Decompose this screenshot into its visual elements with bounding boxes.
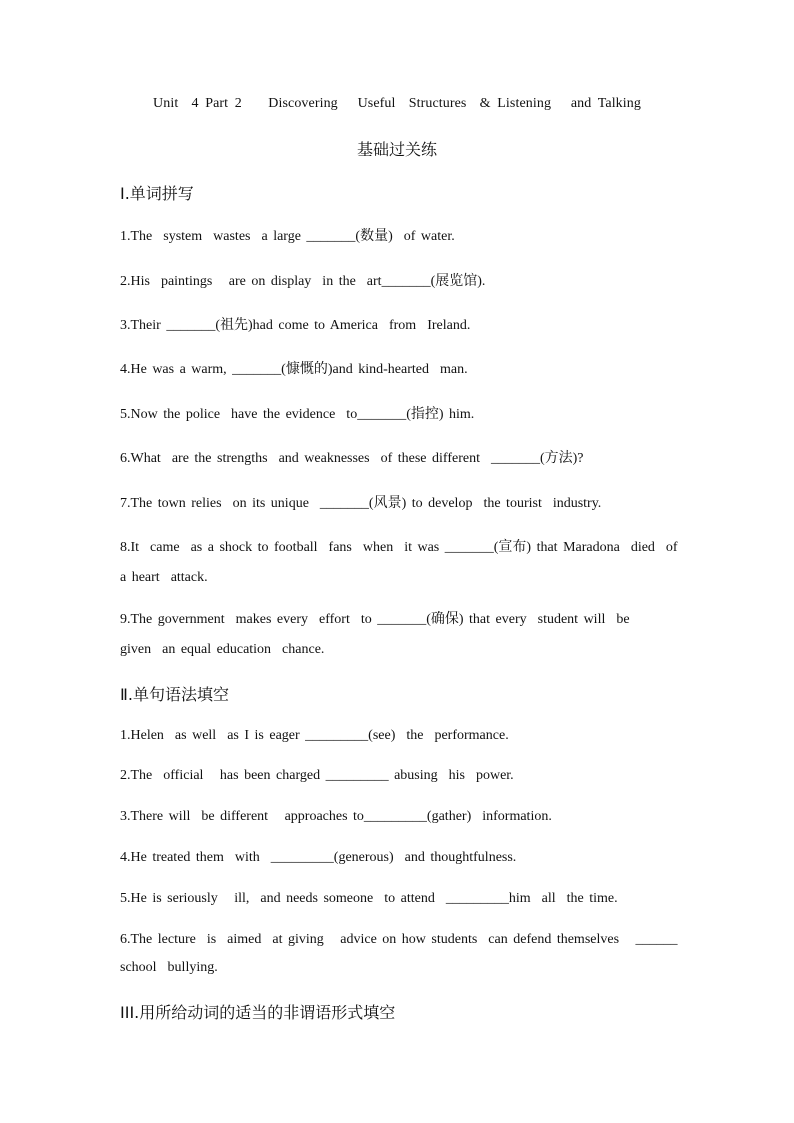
exercise-item-continuation: a heart attack. <box>120 570 208 585</box>
exercise-item: 2.The official has been charged _________ abusing his power. <box>120 768 514 783</box>
page-title: Unit 4 Part 2 Discovering Useful Structures & Listening and Talking <box>153 96 641 111</box>
page-subtitle: 基础过关练 <box>356 140 437 159</box>
section-heading-nonfinite-verbs: III.用所给动词的适当的非谓语形式填空 <box>120 1003 396 1022</box>
exercise-item: 8.It came as a shock to football fans when it was _______(宣布) that Maradona died of <box>120 540 678 555</box>
exercise-item: 3.Their _______(祖先)had come to America from Ireland. <box>120 318 471 333</box>
exercise-item-continuation: given an equal education chance. <box>120 642 325 657</box>
exercise-item: 2.His paintings are on display in the art_______(展览馆). <box>120 274 486 289</box>
exercise-item: 9.The government makes every effort to _______(确保) that every student will be <box>120 612 630 627</box>
exercise-item: 3.There will be different approaches to_________(gather) information. <box>120 809 552 824</box>
exercise-item: 1.Helen as well as I is eager _________(see) the performance. <box>120 728 509 743</box>
exercise-item: 6.What are the strengths and weaknesses of these different _______(方法)? <box>120 451 584 466</box>
exercise-item: 5.He is seriously ill, and needs someone to attend _________him all the time. <box>120 891 618 906</box>
section-heading-grammar-fill: Ⅱ.单句语法填空 <box>120 685 229 704</box>
exercise-item-continuation: school bullying. <box>120 960 218 975</box>
exercise-item: 4.He was a warm, _______(慷慨的)and kind-hearted man. <box>120 362 468 377</box>
exercise-item: 6.The lecture is aimed at giving advice on how students can defend themselves ______ <box>120 932 678 947</box>
exercise-item: 7.The town relies on its unique _______(风景) to develop the tourist industry. <box>120 496 602 511</box>
exercise-item: 4.He treated them with _________(generous) and thoughtfulness. <box>120 850 517 865</box>
exercise-item: 1.The system wastes a large _______(数量) of water. <box>120 229 455 244</box>
section-heading-word-spelling: Ⅰ.单词拼写 <box>120 184 194 203</box>
exercise-item: 5.Now the police have the evidence to_______(指控) him. <box>120 407 475 422</box>
